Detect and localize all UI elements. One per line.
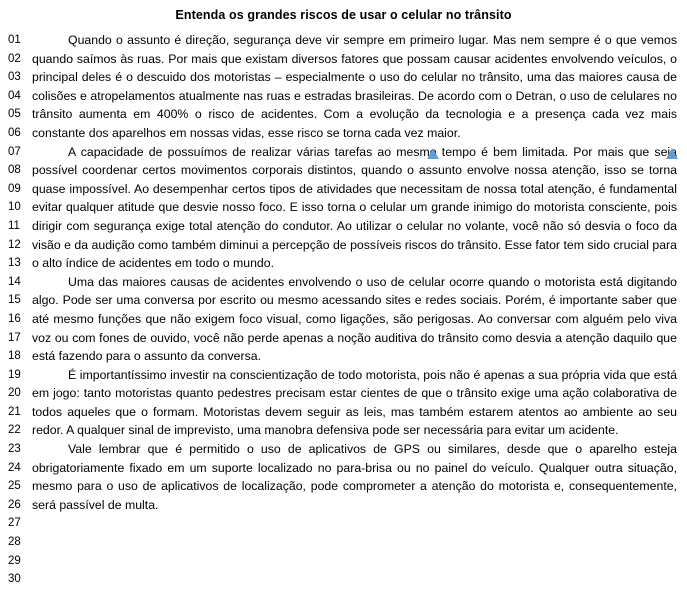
line-number: 23 xyxy=(8,443,21,456)
line-number: 14 xyxy=(8,275,21,288)
document-text-column xyxy=(30,31,679,514)
line-number: 20 xyxy=(8,387,21,400)
paragraph: É importantíssimo investir na conscientização de todo motorista, pois não é apenas a sua própria vida que está em jogo: tanto motoristas quanto pedestres precisam estar cientes de que o trânsito exige uma ação colaborativa de todos aqueles que o formam. Motoristas devem seguir as leis, mas também estarem atentos ao ambiente ao seu redor. A qualquer sinal de imprevisto, uma manobra defensiva pode ser necessária para evitar um acidente. xyxy=(32,367,677,438)
line-number: 25 xyxy=(8,480,21,493)
line-number: 11 xyxy=(8,219,20,232)
line-number: 22 xyxy=(8,424,21,437)
line-number: 10 xyxy=(8,201,21,214)
page-title: Entenda os grandes riscos de usar o celular no trânsito xyxy=(175,8,512,22)
line-number: 15 xyxy=(8,294,21,307)
document-body xyxy=(8,31,679,589)
line-number: 24 xyxy=(8,461,21,474)
line-number: 16 xyxy=(8,312,21,325)
annotation-triangle-icon xyxy=(427,148,439,159)
paragraph: Quando o assunto é direção, segurança deve vir sempre em primeiro lugar. Mas nem sempre é o que vemos quando saímos às ruas. Por mais que existam diversos fatores que possam causar acidentes envolvendo veículos, o principal deles é o descuido dos motoristas – especialmente o uso do celular no trânsito, uma das maiores causa de colisões e atropelamentos atualmente nas ruas e estradas brasileiras. De acordo com o Detran, o uso de celulares no trânsito aumenta em 400% o risco de acidentes. Com a evolução da tecnologia e a presença cada vez mais constante dos aparelhos em nossas vidas, esse risco se torna cada vez maior. xyxy=(32,33,677,140)
line-number: 17 xyxy=(8,331,21,344)
line-number: 01 xyxy=(8,34,21,46)
line-number: 19 xyxy=(8,368,21,381)
line-number: 03 xyxy=(8,71,21,84)
line-number: 30 xyxy=(8,573,21,586)
paragraph: Uma das maiores causas de acidentes envolvendo o uso de celular ocorre quando o motorista está digitando algo. Pode ser uma conversa por escrito ou mesmo acessando sites e redes sociais. Porém, é importante saber que até mesmo funções que não exigem foco visual, como ligações, são perigosas. Ao conversar com alguém pelo viva voz ou com fones de ouvido, você não perde apenas a noção auditiva do trânsito como desvia a atenção daquilo que está fazendo para o assunto da conversa. xyxy=(32,274,677,364)
line-number: 26 xyxy=(8,498,21,511)
line-number: 09 xyxy=(8,182,21,195)
line-number: 21 xyxy=(8,405,21,418)
line-number: 29 xyxy=(8,554,21,567)
line-number: 02 xyxy=(8,52,21,65)
line-number: 28 xyxy=(8,536,21,549)
line-number-gutter xyxy=(8,31,30,589)
paragraph: Vale lembrar que é permitido o uso de aplicativos de GPS ou similares, desde que o aparelho esteja obrigatoriamente fixado em um suporte localizado no para-brisa ou no painel do veículo. Qualquer outra situação, mesmo para o uso de aplicativos de localização, pode comprometer a atenção do motorista e, consequentemente, será passível de multa. xyxy=(32,442,677,512)
line-number: 05 xyxy=(8,108,21,121)
line-number: 08 xyxy=(8,164,21,177)
line-number: 04 xyxy=(8,89,21,102)
paragraph: A capacidade de possuímos de realizar várias tarefas ao mesmo tempo é bem limitada. Por mais que seja possível coordenar certos movimentos corporais distintos, quando o assunto envolve nossa atenção, isso se torna quase impossível. Ao desempenhar certos tipos de atividades que necessitam de nossa total atenção, é fundamental evitar qualquer atitude que desvie nosso foco. E isso torna o celular um grande inimigo do motorista consciente, pois dirigir com segurança exige total atenção do condutor. Ao utilizar o celular no volante, você não só desvia o foco da visão e da audição como também diminui a percepção de possíveis riscos do trânsito. Esse fator tem sido crucial para o alto índice de acidentes em todo o mundo. xyxy=(32,144,677,271)
annotation-triangle-icon xyxy=(666,148,678,159)
line-number: 13 xyxy=(8,257,21,270)
line-number: 27 xyxy=(8,517,21,530)
line-number: 07 xyxy=(8,145,21,158)
line-number: 18 xyxy=(8,350,21,363)
line-number: 12 xyxy=(8,238,21,251)
line-number: 06 xyxy=(8,126,21,139)
